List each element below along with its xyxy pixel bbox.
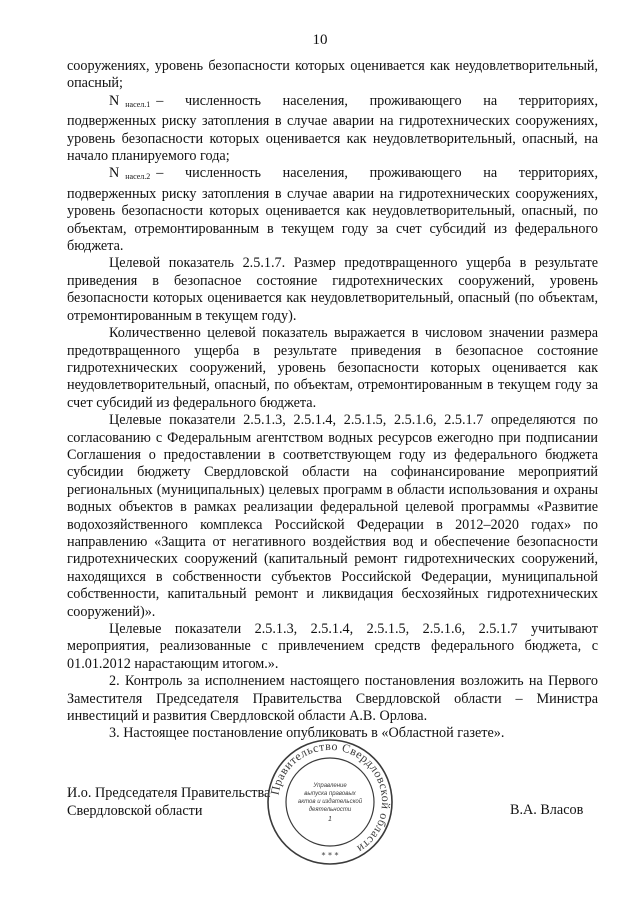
- symbol-subscript: насел.2: [125, 172, 151, 182]
- paragraph-indicator-2-5-1-7: Целевой показатель 2.5.1.7. Размер предотвращенного ущерба в результате приведения в безопасное состояние гидротехнических сооружений, уровень безопасности которых оценивается как неудовлетворительный, опасный (по объектам, отремонтированным в текущем году).: [67, 255, 598, 324]
- symbol-n: N: [109, 92, 120, 109]
- symbol-n: N: [109, 165, 120, 182]
- signatory-position-line2: Свердловской области: [67, 803, 203, 819]
- stamp-inner-line3: актов и издательской: [297, 799, 363, 805]
- page-number: 10: [312, 32, 328, 48]
- stamp-outer-text: Правительство Свердловской области: [267, 738, 394, 857]
- signatory-position: [67, 784, 270, 820]
- document-body: [67, 58, 598, 743]
- stamp-inner-line1: Управление: [313, 783, 347, 789]
- stamp-inner-number: 1: [328, 816, 332, 823]
- stamp-inner-line4: деятельности: [308, 807, 352, 813]
- paragraph-quantitative: Количественно целевой показатель выражается в числовом значении размера предотвращенного ущерба в результате приведения в безопасное состояние гидротехнических сооружений, уровень безопасности которых оценивается как неудовлетворительный, опасный, по объектам, отремонтированным в текущем году за счет субсидий из федерального бюджета.: [67, 325, 598, 411]
- paragraph-n-nasel-2: [67, 165, 598, 255]
- paragraph-publish: 3. Настоящее постановление опубликовать в «Областной газете».: [109, 725, 505, 742]
- signatory-name: В.А. Власов: [510, 802, 584, 818]
- paragraph-continuation: сооружениях, уровень безопасности которых оценивается как неудовлетворительный, опасный;: [67, 58, 598, 92]
- paragraph-text: – численность населения, проживающего на территориях, подверженных риску затопления в случае аварии на гидротехнических сооружениях, уровень безопасности которых оценивается как неудовлетворительный, опасный, по объектам, отремонтированным в текущем году за счет субсидий из федерального бюджета.: [67, 165, 598, 255]
- stamp-inner-line2: выпуска правовых: [304, 791, 356, 797]
- stamp-stars: * * *: [321, 851, 339, 860]
- symbol-subscript: насел.1: [125, 99, 151, 109]
- paragraph-accounting: Целевые показатели 2.5.1.3, 2.5.1.4, 2.5.1.5, 2.5.1.6, 2.5.1.7 учитывают мероприятия, реализованные с привлечением средств федерального бюджета, с 01.01.2012 нарастающим итогом.».: [67, 621, 598, 672]
- official-stamp: [265, 737, 395, 867]
- paragraph-text: – численность населения, проживающего на территориях, подверженных риску затопления в случае аварии на гидротехнических сооружениях, уровень безопасности которых оценивается как неудовлетворительный, опасный, на начало планируемого года;: [67, 92, 598, 165]
- signatory-position-line1: И.о. Председателя Правительства: [67, 785, 271, 801]
- paragraph-control: 2. Контроль за исполнением настоящего постановления возложить на Первого Заместителя Председателя Правительства Свердловской области – Министра инвестиций и развития Свердловской области А.В. Орлова.: [67, 673, 598, 725]
- paragraph-n-nasel-1: [67, 93, 598, 166]
- paragraph-agreement: Целевые показатели 2.5.1.3, 2.5.1.4, 2.5.1.5, 2.5.1.6, 2.5.1.7 определяются по согласованию с Федеральным агентством водных ресурсов ежегодно при подписании Соглашения о предоставлении в соответствующем году из федерального бюджета субсидии бюджету Свердловской области на софинансирование мероприятий региональных (муниципальных) целевых программ в области использования и охраны водных объектов в рамках реализации федеральной целевой программы «Развитие водохозяйственного комплекса Российской Федерации в 2012–2020 годах» по направлению «Защита от негативного воздействия вод и обеспечение безопасности гидротехнических сооружений (капитальный ремонт гидротехнических сооружений, находящихся в собственности субъектов Российской Федерации, муниципальной собственности, капитальный ремонт и ликвидация бесхозяйных гидротехнических сооружений)».: [67, 412, 598, 620]
